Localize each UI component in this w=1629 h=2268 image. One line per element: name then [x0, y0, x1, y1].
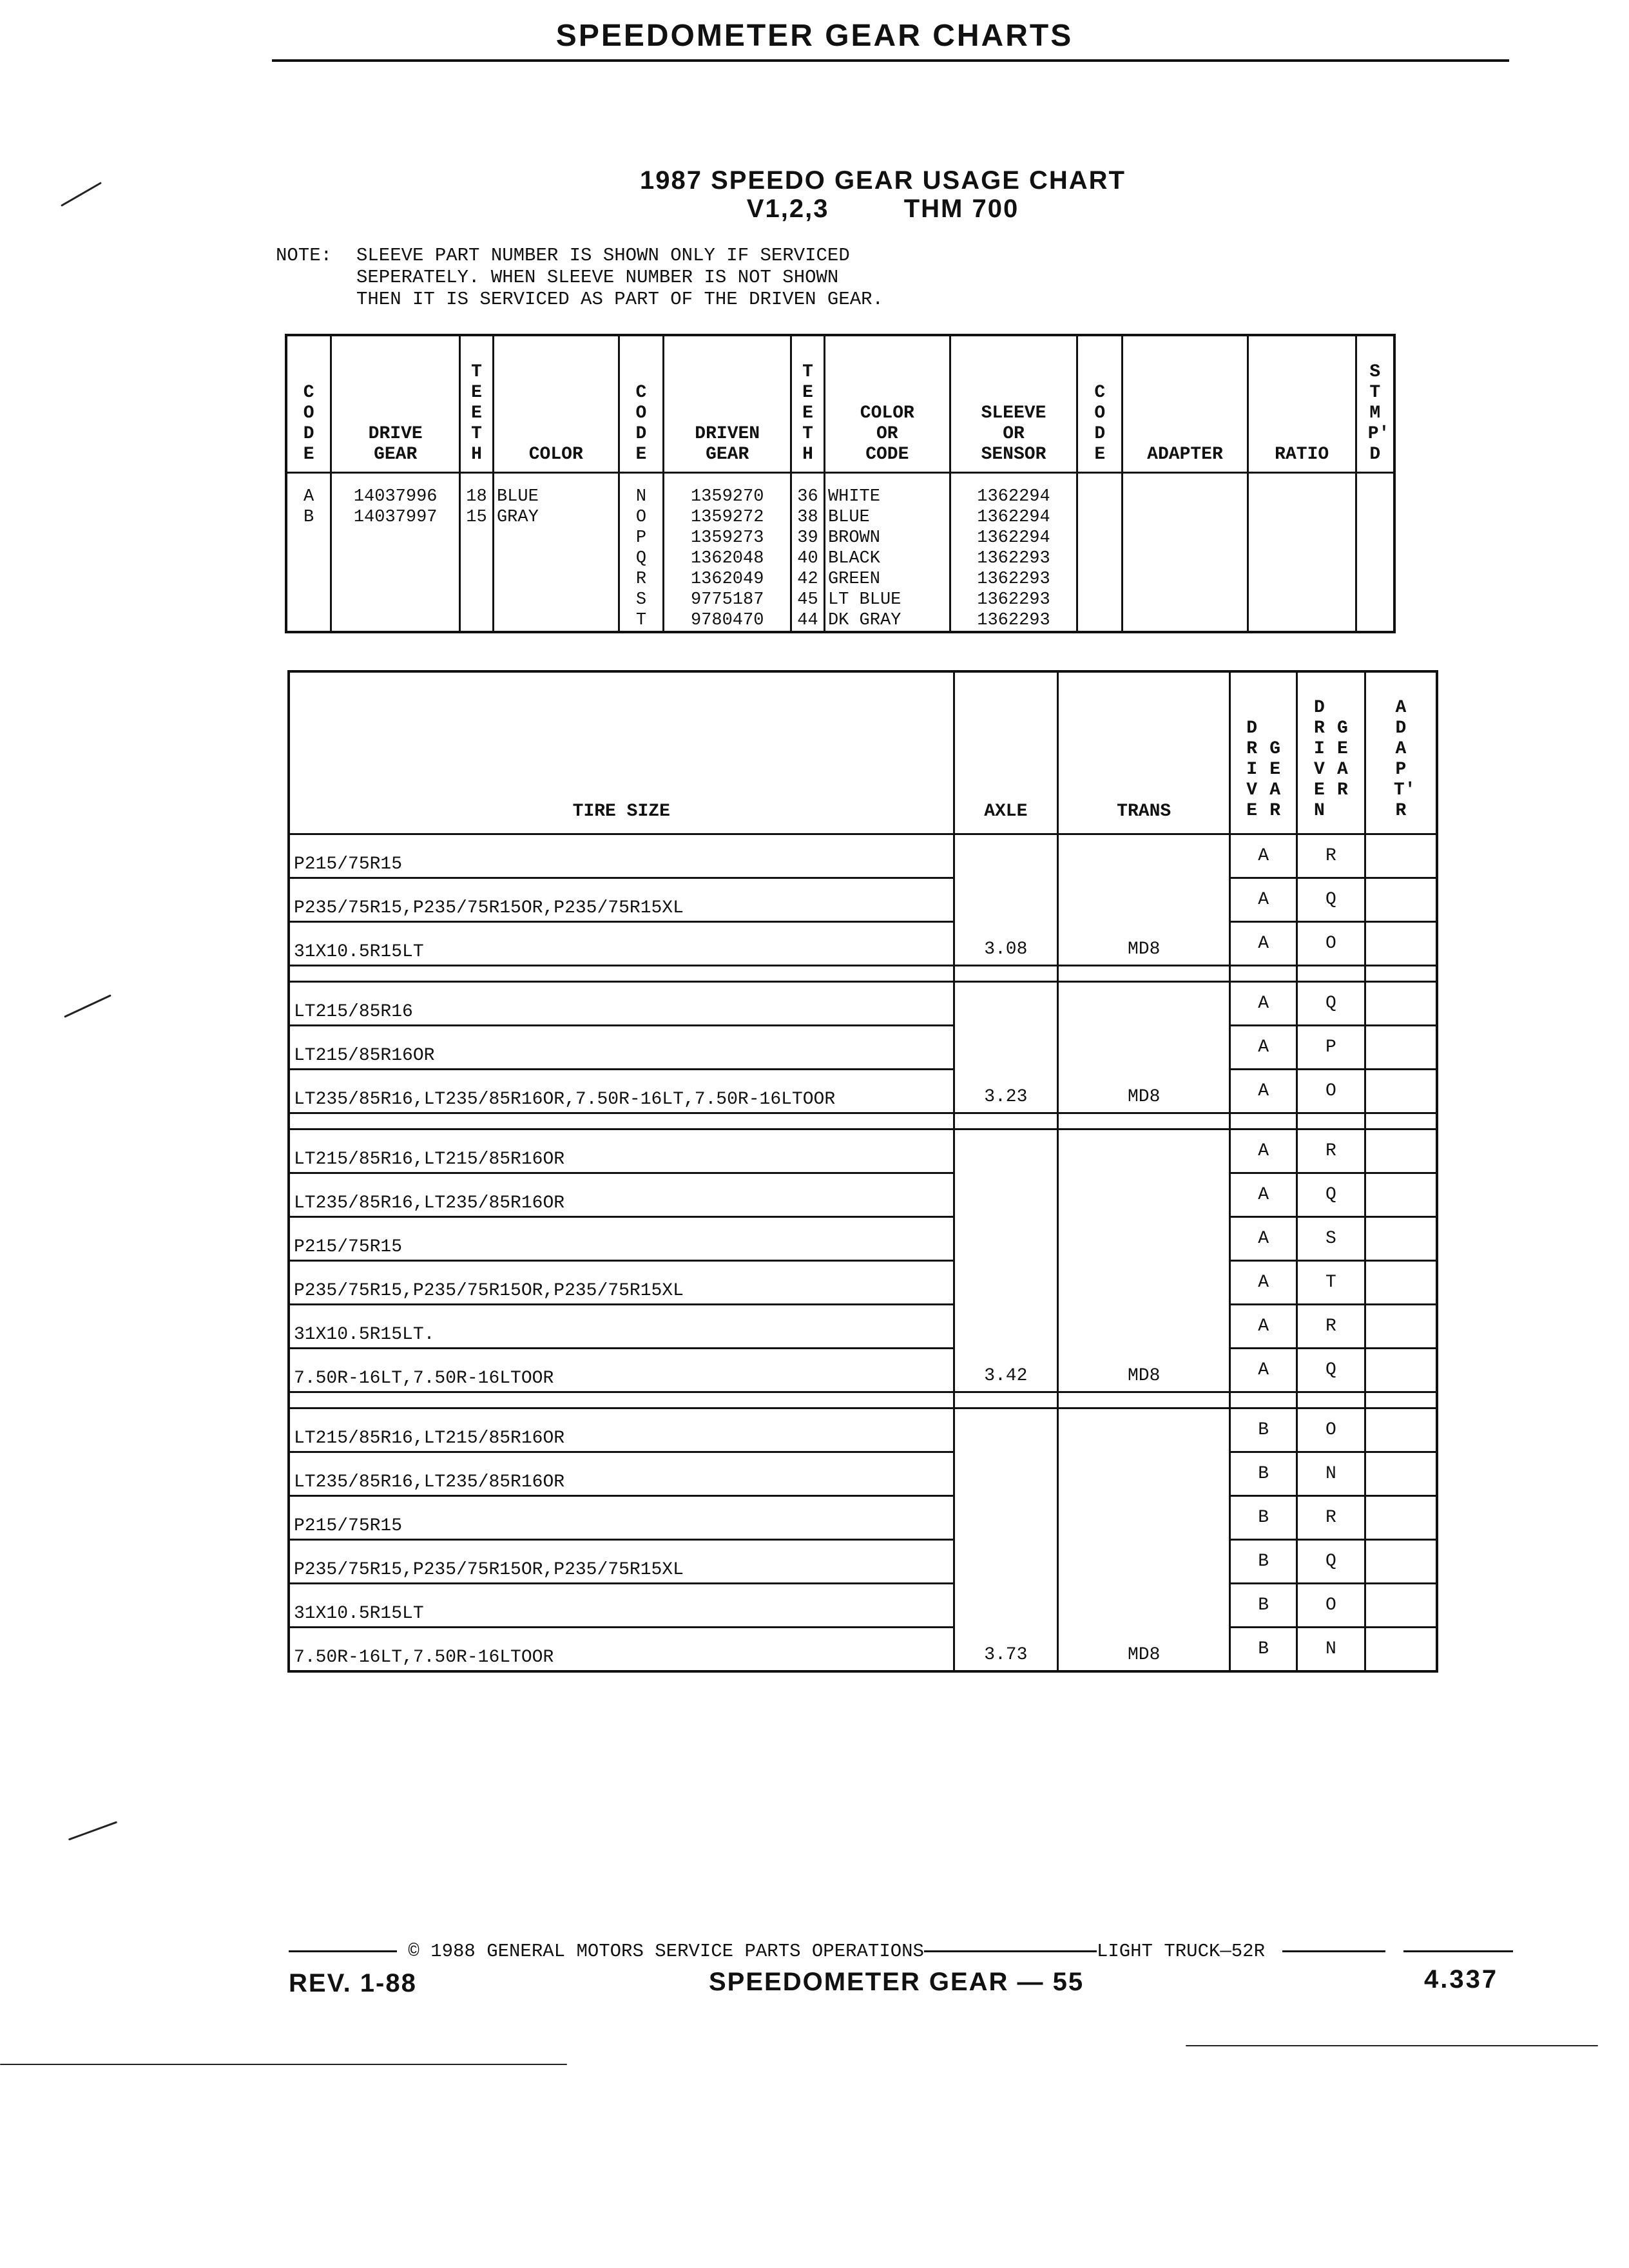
drive-gear-code: B: [1230, 1452, 1297, 1496]
drive-gear-code: A: [1230, 1129, 1297, 1173]
driven-gear-code: P: [1297, 1026, 1365, 1070]
gear-usage-table: [285, 334, 1396, 633]
scan-mark: [0, 2064, 567, 2065]
driven-gear-code: Q: [1297, 982, 1365, 1026]
header-adapter: A D A P T' R: [1365, 671, 1437, 834]
header-axle: AXLE: [954, 671, 1058, 834]
footer-copyright: © 1988 GENERAL MOTORS SERVICE PARTS OPERATIONS: [408, 1941, 924, 1962]
axle-ratio-cell: 3.42: [954, 1129, 1058, 1392]
drive-gear-code: A: [1230, 1305, 1297, 1349]
footer-section: LIGHT TRUCK—52R: [1096, 1941, 1265, 1962]
drive-gear-code: B: [1230, 1540, 1297, 1584]
driven-gear-code: S: [1297, 1217, 1365, 1261]
chart-trans: THM 700: [903, 195, 1019, 223]
header-color-or-code: COLOR OR CODE: [824, 335, 950, 473]
tire-size-cell: P215/75R15: [289, 834, 954, 878]
empty-ratio-cell: [1248, 473, 1356, 633]
axle-ratio-cell: 3.08: [954, 834, 1058, 966]
header-drive-gear: D R I V E G E A R: [1230, 671, 1297, 834]
tire-size-cell: 31X10.5R15LT: [289, 922, 954, 966]
table-row: [289, 1408, 1437, 1452]
footer-title: SPEEDOMETER GEAR — 55: [709, 1968, 1084, 1996]
adapter-cell: [1365, 1261, 1437, 1305]
driven-gear-code: O: [1297, 1408, 1365, 1452]
table-row: [289, 1129, 1437, 1173]
drive-gear-code: B: [1230, 1408, 1297, 1452]
table-row: [289, 834, 1437, 878]
note-line: SEPERATELY. WHEN SLEEVE NUMBER IS NOT SHOWN: [356, 267, 839, 288]
header-sleeve-or-sensor: SLEEVE OR SENSOR: [950, 335, 1077, 473]
group-separator: [289, 1392, 1437, 1408]
header-code: C O D E: [286, 335, 331, 473]
driven-gear-code: N: [1297, 1628, 1365, 1672]
chart-models: V1,2,3: [746, 195, 829, 223]
table-row: [289, 1261, 1437, 1305]
tire-size-cell: 7.50R-16LT,7.50R-16LTOOR: [289, 1628, 954, 1672]
header-code: C O D E: [1077, 335, 1123, 473]
driven-gear-code: R: [1297, 1129, 1365, 1173]
drive-gear-code: B: [1230, 1584, 1297, 1628]
adapter-cell: [1365, 1129, 1437, 1173]
footer-line: [289, 1941, 1513, 1962]
adapter-cell: [1365, 1408, 1437, 1452]
header-teeth: T E E T H: [460, 335, 494, 473]
table-row: [289, 1026, 1437, 1070]
table-row: [289, 1584, 1437, 1628]
chart-title: 1987 SPEEDO GEAR USAGE CHART: [640, 166, 1126, 195]
driven-gear-code: T: [1297, 1261, 1365, 1305]
header-driven-gear: DRIVEN GEAR: [664, 335, 791, 473]
header-color: COLOR: [493, 335, 619, 473]
note-line: THEN IT IS SERVICED AS PART OF THE DRIVEN GEAR.: [356, 289, 883, 310]
group-separator: [289, 1113, 1437, 1129]
adapter-cell: [1365, 834, 1437, 878]
header-tire-size: TIRE SIZE: [289, 671, 954, 834]
adapter-cell: [1365, 1628, 1437, 1672]
drive-gear-code: A: [1230, 1070, 1297, 1113]
table-row: [289, 1628, 1437, 1672]
drive-gear-code: B: [1230, 1628, 1297, 1672]
table-row: [289, 1217, 1437, 1261]
driven-codes: N O P Q R S T: [619, 473, 664, 633]
tire-size-cell: LT215/85R16,LT215/85R16OR: [289, 1129, 954, 1173]
table-row: [289, 1349, 1437, 1392]
tire-size-cell: LT235/85R16,LT235/85R16OR,7.50R-16LT,7.50R-16LTOOR: [289, 1070, 954, 1113]
page-number: 4.337: [1424, 1965, 1499, 1994]
table-row: [289, 1496, 1437, 1540]
adapter-cell: [1365, 1173, 1437, 1217]
drive-gear-code: A: [1230, 1026, 1297, 1070]
drive-gear-code: B: [1230, 1496, 1297, 1540]
adapter-cell: [1365, 1070, 1437, 1113]
note-line: SLEEVE PART NUMBER IS SHOWN ONLY IF SERVICED: [356, 245, 850, 266]
adapter-cell: [1365, 1584, 1437, 1628]
tire-size-cell: LT235/85R16,LT235/85R16OR: [289, 1452, 954, 1496]
driven-colors: WHITE BLUE BROWN BLACK GREEN LT BLUE DK GRAY: [824, 473, 950, 633]
adapter-cell: [1365, 1452, 1437, 1496]
tire-size-table: [287, 670, 1438, 1673]
driven-gear-code: R: [1297, 1305, 1365, 1349]
header-driven-gear: D R I V E N G E A R: [1297, 671, 1365, 834]
adapter-cell: [1365, 1496, 1437, 1540]
driven-gear-code: R: [1297, 1496, 1365, 1540]
driven-gear-code: Q: [1297, 878, 1365, 922]
drive-gear-code: A: [1230, 1261, 1297, 1305]
driven-gear-code: N: [1297, 1452, 1365, 1496]
header-ratio: RATIO: [1248, 335, 1356, 473]
note-label: NOTE:: [276, 245, 333, 266]
table-row: [289, 1173, 1437, 1217]
table-row: [289, 1452, 1437, 1496]
scan-mark: [1186, 2045, 1598, 2046]
drive-codes: A B: [286, 473, 331, 633]
axle-ratio-cell: 3.23: [954, 982, 1058, 1113]
empty-adapter-cell: [1123, 473, 1248, 633]
table-row: [289, 982, 1437, 1026]
driven-gear-code: Q: [1297, 1540, 1365, 1584]
tire-size-cell: LT215/85R16,LT215/85R16OR: [289, 1408, 954, 1452]
driven-gear-code: Q: [1297, 1349, 1365, 1392]
driven-gear-code: R: [1297, 834, 1365, 878]
empty-code-cell: [1077, 473, 1123, 633]
table-row: [289, 922, 1437, 966]
drive-gear-code: A: [1230, 922, 1297, 966]
adapter-cell: [1365, 1217, 1437, 1261]
trans-cell: MD8: [1058, 1408, 1230, 1672]
trans-cell: MD8: [1058, 1129, 1230, 1392]
driven-teeth: 36 38 39 40 42 45 44: [791, 473, 825, 633]
adapter-cell: [1365, 982, 1437, 1026]
adapter-cell: [1365, 922, 1437, 966]
scan-mark: [68, 1821, 117, 1840]
table-row: [289, 1305, 1437, 1349]
driven-gear-code: O: [1297, 1584, 1365, 1628]
revision-label: REV. 1-88: [289, 1969, 417, 1997]
axle-ratio-cell: 3.73: [954, 1408, 1058, 1672]
tire-size-cell: P215/75R15: [289, 1496, 954, 1540]
tire-size-cell: P215/75R15: [289, 1217, 954, 1261]
driven-parts: 1359270 1359272 1359273 1362048 1362049 9775187 9780470: [664, 473, 791, 633]
title-rule: [272, 59, 1509, 62]
tire-size-cell: 31X10.5R15LT.: [289, 1305, 954, 1349]
tire-size-cell: LT215/85R16OR: [289, 1026, 954, 1070]
drive-gear-code: A: [1230, 982, 1297, 1026]
drive-gear-code: A: [1230, 1349, 1297, 1392]
drive-colors: BLUE GRAY: [493, 473, 619, 633]
tire-size-cell: LT235/85R16,LT235/85R16OR: [289, 1173, 954, 1217]
header-teeth: T E E T H: [791, 335, 825, 473]
tire-size-cell: LT215/85R16: [289, 982, 954, 1026]
drive-parts: 14037996 14037997: [331, 473, 460, 633]
tire-size-cell: P235/75R15,P235/75R15OR,P235/75R15XL: [289, 1540, 954, 1584]
chart-subtitle: [451, 195, 1315, 224]
header-stmpd: S T M P' D: [1356, 335, 1394, 473]
drive-gear-code: A: [1230, 834, 1297, 878]
driven-sleeves: 1362294 1362294 1362294 1362293 1362293 1362293 1362293: [950, 473, 1077, 633]
driven-gear-code: Q: [1297, 1173, 1365, 1217]
table-row: [289, 1070, 1437, 1113]
scan-mark: [64, 994, 111, 1018]
tire-size-cell: P235/75R15,P235/75R15OR,P235/75R15XL: [289, 1261, 954, 1305]
tire-size-cell: P235/75R15,P235/75R15OR,P235/75R15XL: [289, 878, 954, 922]
trans-cell: MD8: [1058, 834, 1230, 966]
drive-teeth: 18 15: [460, 473, 494, 633]
group-separator: [289, 966, 1437, 982]
driven-gear-code: O: [1297, 1070, 1365, 1113]
trans-cell: MD8: [1058, 982, 1230, 1113]
header-adapter: ADAPTER: [1123, 335, 1248, 473]
adapter-cell: [1365, 1540, 1437, 1584]
empty-stmpd-cell: [1356, 473, 1394, 633]
adapter-cell: [1365, 878, 1437, 922]
drive-gear-code: A: [1230, 1173, 1297, 1217]
page-title: SPEEDOMETER GEAR CHARTS: [555, 19, 1074, 53]
table-row: [289, 878, 1437, 922]
tire-size-cell: 31X10.5R15LT: [289, 1584, 954, 1628]
header-code: C O D E: [619, 335, 664, 473]
header-trans: TRANS: [1058, 671, 1230, 834]
drive-gear-code: A: [1230, 878, 1297, 922]
scan-mark: [61, 182, 102, 207]
header-drive-gear: DRIVE GEAR: [331, 335, 460, 473]
adapter-cell: [1365, 1026, 1437, 1070]
drive-gear-code: A: [1230, 1217, 1297, 1261]
table-row: [289, 1540, 1437, 1584]
driven-gear-code: O: [1297, 922, 1365, 966]
adapter-cell: [1365, 1349, 1437, 1392]
adapter-cell: [1365, 1305, 1437, 1349]
tire-size-cell: 7.50R-16LT,7.50R-16LTOOR: [289, 1349, 954, 1392]
